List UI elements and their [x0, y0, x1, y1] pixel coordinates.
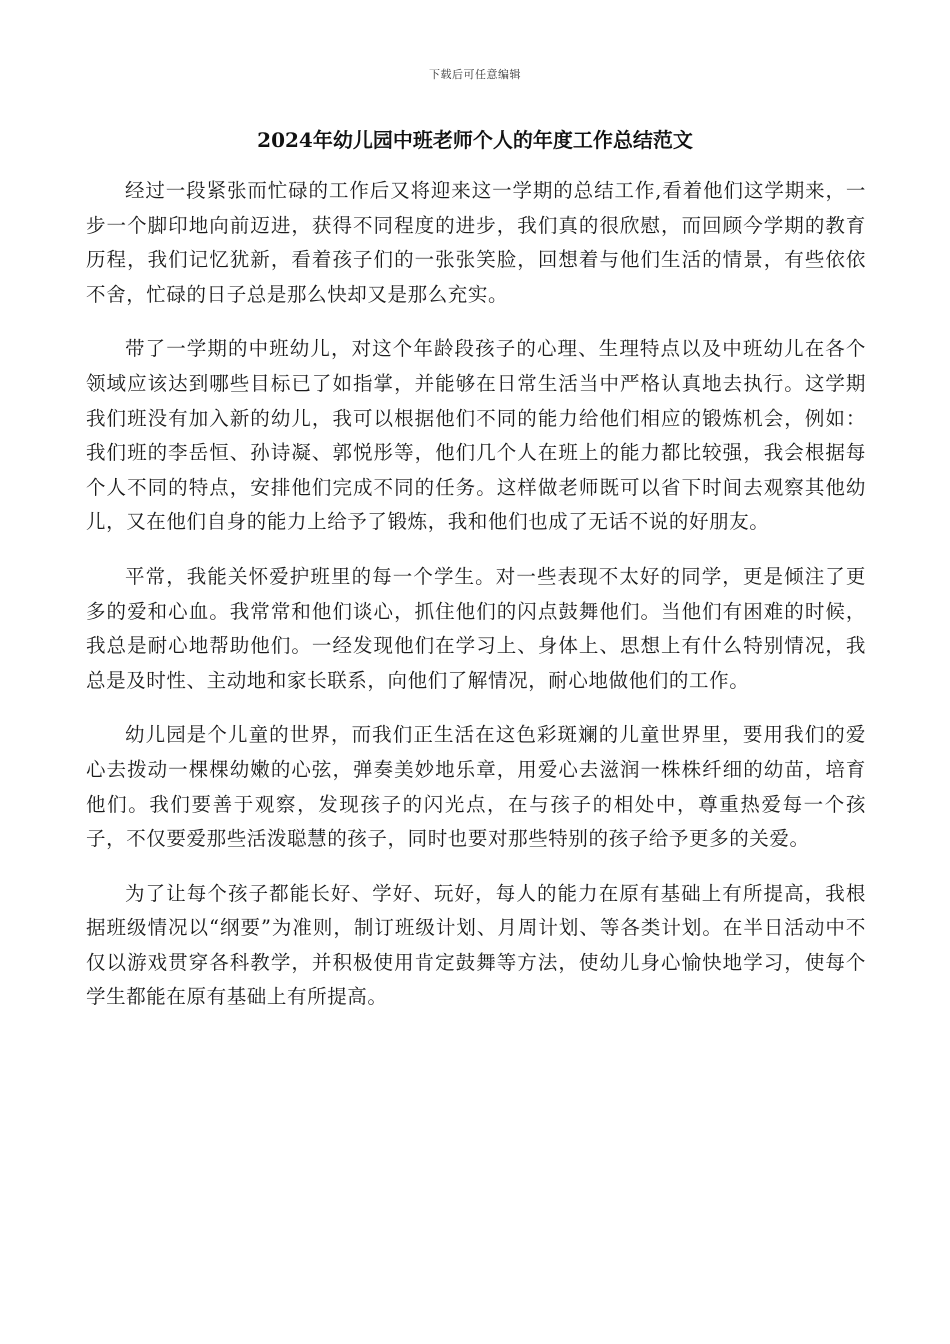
paragraph-5: 为了让每个孩子都能长好、学好、玩好，每人的能力在原有基础上有所提高，我根据班级情况以“纲要”为准则，制订班级计划、月周计划、等各类计划。在半日活动中不仅以游戏贯穿各科教学，并积极使用肯定鼓舞等方法，使幼儿身心愉快地学习，使每个学生都能在原有基础上有所提高。	[86, 881, 866, 1009]
paragraph-3: 平常，我能关怀爱护班里的每一个学生。对一些表现不太好的同学，更是倾注了更多的爱和心血。我常常和他们谈心，抓住他们的闪点鼓舞他们。当他们有困难的时候，我总是耐心地帮助他们。一经发现他们在学习上、身体上、思想上有什么特别情况，我总是及时性、主动地和家长联系，向他们了解情况，耐心地做他们的工作。	[86, 564, 866, 692]
paragraph-2: 带了一学期的中班幼儿，对这个年龄段孩子的心理、生理特点以及中班幼儿在各个领域应该达到哪些目标已了如指掌，并能够在日常生活当中严格认真地去执行。这学期我们班没有加入新的幼儿，我可以根据他们不同的能力给他们相应的锻炼机会，例如：我们班的李岳恒、孙诗凝、郭悦彤等，他们几个人在班上的能力都比较强，我会根据每个人不同的特点，安排他们完成不同的任务。这样做老师既可以省下时间去观察其他幼儿，又在他们自身的能力上给予了锻炼，我和他们也成了无话不说的好朋友。	[86, 337, 866, 534]
document-title: 2024年幼儿园中班老师个人的年度工作总结范文	[257, 128, 693, 152]
paragraph-1: 经过一段紧张而忙碌的工作后又将迎来这一学期的总结工作,看着他们这学期来，一步一个脚印地向前迈进，获得不同程度的进步，我们真的很欣慰，而回顾今学期的教育历程，我们记忆犹新，看着孩子们的一张张笑脸，回想着与他们生活的情景，有些依依不舍，忙碌的日子总是那么快却又是那么充实。	[86, 179, 866, 306]
document-body	[86, 174, 866, 1035]
page-header: 下载后可任意编辑	[429, 68, 521, 81]
paragraph-4: 幼儿园是个儿童的世界，而我们正生活在这色彩斑斓的儿童世界里，要用我们的爱心去拨动一棵棵幼嫩的心弦，弹奏美妙地乐章，用爱心去滋润一株株纤细的幼苗，培育他们。我们要善于观察，发现孩子的闪光点，在与孩子的相处中，尊重热爱每一个孩子，不仅要爱那些活泼聪慧的孩子，同时也要对那些特别的孩子给予更多的关爱。	[86, 723, 866, 851]
